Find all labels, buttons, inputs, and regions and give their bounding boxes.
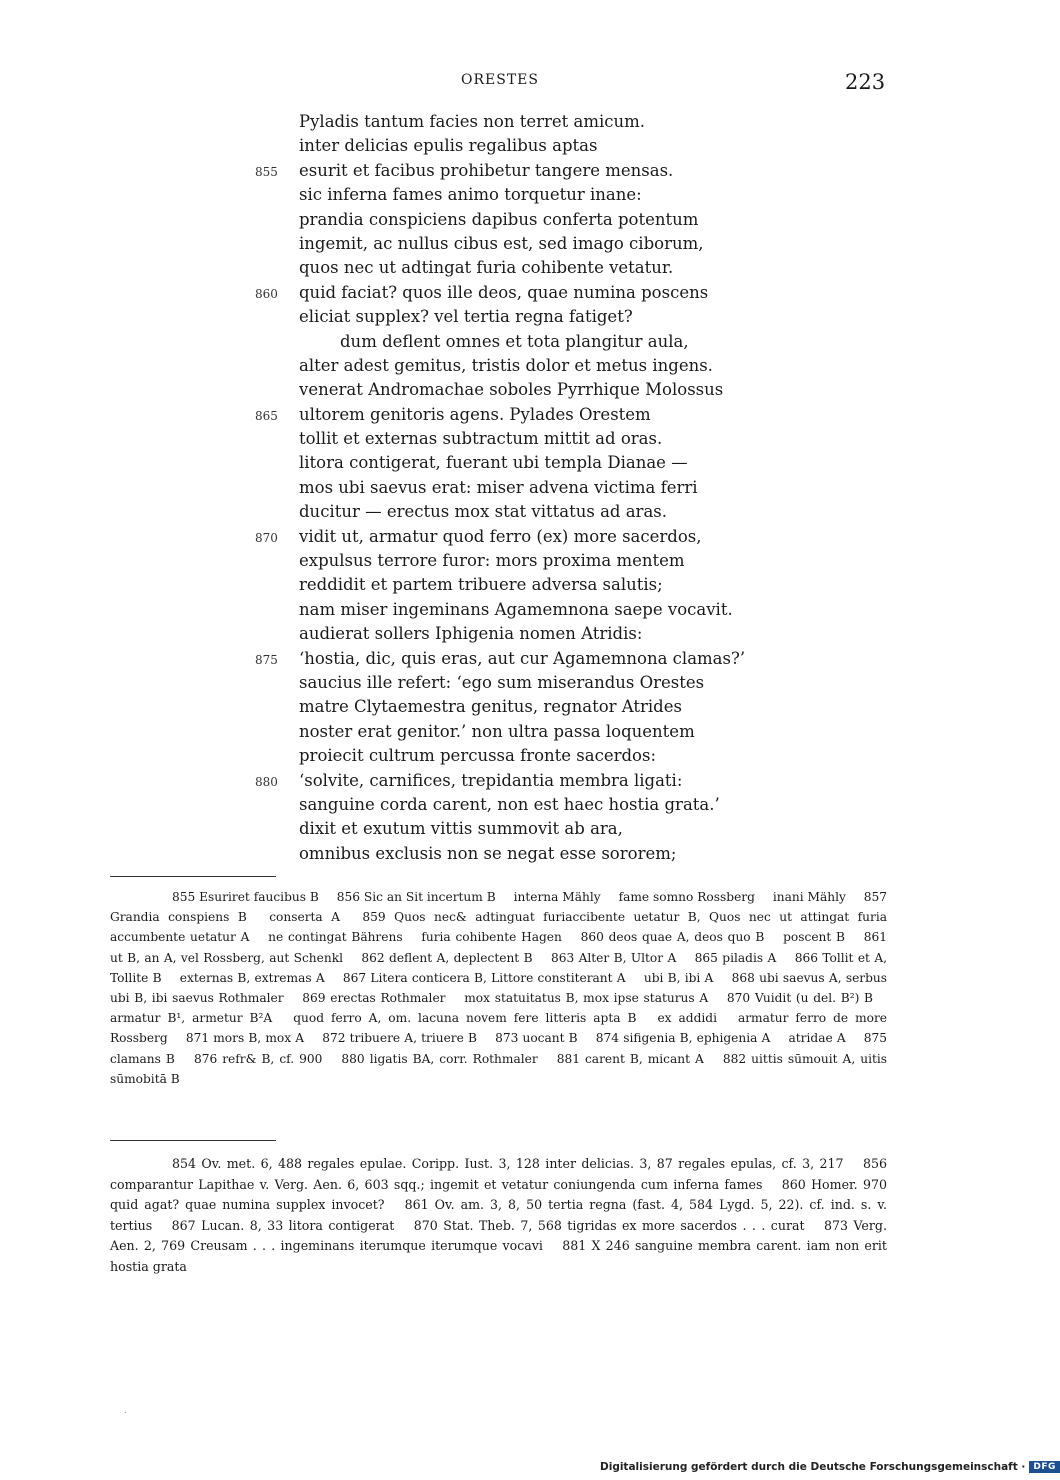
apparatus-entry: armatur ferro de more Rossberg <box>110 1011 888 1046</box>
apparatus-entry: fame somno Rossberg <box>618 890 755 904</box>
apparatus-entry: ubi B, ibi A <box>643 970 714 985</box>
verse-line <box>0 159 1000 183</box>
testimonia-entry: 867 Lucan. 8, 33 litora contigerat <box>171 1217 395 1233</box>
apparatus-entry: 861 ut B, an A, vel Rossberg, aut Schenkl <box>110 930 888 965</box>
page-number: 223 <box>845 70 886 94</box>
testimonia-entry: 870 Stat. Theb. 7, 568 tigridas ex more sacerdos . . . curat <box>413 1217 805 1233</box>
verse-text: reddidit et partem tribuere adversa salutis; <box>299 575 663 595</box>
verse-text: quos nec ut adtingat furia cohibente vetatur. <box>299 258 674 278</box>
verse-text: eliciat supplex? vel tertia regna fatiget? <box>299 307 633 327</box>
verse-text: sic inferna fames animo torquetur inane: <box>299 185 642 205</box>
verse-line <box>0 842 1000 866</box>
verse-text: vidit ut, armatur quod ferro (ex) more sacerdos, <box>299 526 702 546</box>
apparatus-entry: 872 tribuere A, triuere B <box>322 1031 477 1046</box>
verse-line <box>0 793 1000 817</box>
verse-text: venerat Andromachae soboles Pyrrhique Molossus <box>299 380 724 400</box>
verse-line <box>0 427 1000 451</box>
verse-text: alter adest gemitus, tristis dolor et metus ingens. <box>299 355 713 375</box>
apparatus-entry: 857 Grandia conspiens B <box>110 890 888 925</box>
verse-text: omnibus exclusis non se negat esse sororem; <box>299 843 677 863</box>
verse-line <box>0 378 1000 402</box>
apparatus-entry: inani Mähly <box>772 890 846 904</box>
dfg-logo: DFG <box>1029 1461 1060 1473</box>
apparatus-entry: 882 uittis sūmouit A, uitis sūmobitā B <box>110 1051 888 1086</box>
apparatus-entry: furia cohibente Hagen <box>421 930 562 945</box>
verse-line-number: 865 <box>255 408 278 423</box>
verse-text: expulsus terrore furor: mors proxima mentem <box>299 551 685 571</box>
verse-line <box>0 769 1000 793</box>
verse-line-number: 870 <box>255 530 278 545</box>
apparatus-entry: 860 deos quae A, deos quo B <box>580 930 765 945</box>
testimonia-apparatus <box>110 1154 887 1278</box>
apparatus-entry: armatur B¹, armetur B²A <box>110 1011 273 1026</box>
apparatus-entry: 868 ubi saevus A, serbus ubi B, ibi saevus Rothmaler <box>110 970 888 1006</box>
testimonia-entry: 873 Verg. Aen. 2, 769 Creusam . . . ingeminans iterumque iterumque vocavi <box>110 1217 887 1254</box>
footer-credit <box>600 1460 1060 1474</box>
verse-line <box>0 256 1000 280</box>
verse-line-number: 880 <box>255 774 278 789</box>
verse-line <box>0 671 1000 695</box>
apparatus-entry: 863 Alter B, Ultor A <box>550 950 677 965</box>
scan-speck <box>125 1412 126 1413</box>
verse-line <box>0 720 1000 744</box>
apparatus-entry: 855 Esuriret faucibus B <box>172 890 319 904</box>
apparatus-entry: externas B, extremas A <box>179 970 325 985</box>
verse-line <box>0 232 1000 256</box>
verse-line <box>0 451 1000 475</box>
apparatus-entry: 881 carent B, micant A <box>556 1051 704 1066</box>
verse-line <box>0 305 1000 329</box>
verse-text: mos ubi saevus erat: miser advena victima ferri <box>299 477 698 497</box>
verse-line <box>0 573 1000 597</box>
verse-line <box>0 208 1000 232</box>
verse-line <box>0 110 1000 134</box>
apparatus-entry: ne contingat Bährens <box>268 930 403 945</box>
testimonia-entry: 856 comparantur Lapithae v. Verg. Aen. 6, 603 sqq.; ingemit et vetatur coniungenda cum inferna fames <box>110 1156 887 1192</box>
apparatus-entry: 875 clamans B <box>110 1031 888 1066</box>
testimonia-entry: 861 Ov. am. 3, 8, 50 tertia regna (fast. 4, 584 Lygd. 5, 22). cf. ind. s. v. tertius <box>110 1197 887 1233</box>
verse-block <box>0 110 1000 866</box>
verse-text: ‘hostia, dic, quis eras, aut cur Agamemnona clamas?’ <box>299 648 746 668</box>
verse-line <box>0 525 1000 549</box>
testimonia-entry: 881 X 246 sanguine membra carent. iam non erit hostia grata <box>110 1238 887 1274</box>
apparatus-entry: conserta A <box>269 910 340 925</box>
verse-text: proiecit cultrum percussa fronte sacerdos: <box>299 746 657 766</box>
verse-text: dixit et exutum vittis summovit ab ara, <box>299 819 623 839</box>
apparatus-rule-top <box>110 876 276 877</box>
apparatus-entry: atridae A <box>788 1031 846 1046</box>
verse-line <box>0 330 1000 354</box>
verse-text: audierat sollers Iphigenia nomen Atridis: <box>299 624 643 644</box>
apparatus-entry: 874 sifigenia B, ephigenia A <box>595 1031 771 1046</box>
verse-text: Pyladis tantum facies non terret amicum. <box>299 112 646 131</box>
verse-text: inter delicias epulis regalibus aptas <box>299 136 598 156</box>
apparatus-rule-bottom <box>110 1140 276 1141</box>
apparatus-entry: 873 uocant B <box>495 1031 578 1046</box>
apparatus-entry: 870 Vuidit (u del. B²) B <box>726 991 874 1006</box>
apparatus-entry: 859 Quos nec& adtinguat furiaccibente uetatur B, Quos nec ut attingat furia accumbente uetatur A <box>110 910 888 945</box>
verse-line <box>0 817 1000 841</box>
verse-text: ultorem genitoris agens. Pylades Orestem <box>299 404 651 424</box>
apparatus-entry: poscent B <box>783 930 846 945</box>
apparatus-entry: 862 deflent A, deplectent B <box>361 950 533 965</box>
running-header-title: ORESTES <box>461 72 539 88</box>
apparatus-entry: 876 refr& B, cf. 900 <box>193 1051 323 1066</box>
apparatus-entry: 880 ligatis BA, corr. Rothmaler <box>341 1051 538 1066</box>
apparatus-entry: mox statuitatus B, mox ipse staturus A <box>464 991 709 1006</box>
testimonia-entry: 854 Ov. met. 6, 488 regales epulae. Coripp. Iust. 3, 128 inter delicias. 3, 87 regales epulas, cf. 3, 217 <box>172 1156 844 1171</box>
verse-text: matre Clytaemestra genitus, regnator Atrides <box>299 697 682 717</box>
verse-line-number: 855 <box>255 164 278 179</box>
apparatus-entry: 869 erectas Rothmaler <box>302 991 446 1006</box>
verse-line <box>0 549 1000 573</box>
verse-line <box>0 744 1000 768</box>
verse-text: litora contigerat, fuerant ubi templa Dianae — <box>299 453 688 473</box>
verse-text: sanguine corda carent, non est haec hostia grata.’ <box>299 794 720 814</box>
verse-line <box>0 354 1000 378</box>
verse-line <box>0 134 1000 158</box>
verse-text: ducitur — erectus mox stat vittatus ad aras. <box>299 502 667 522</box>
apparatus-entry: 866 Tollit et A, Tollite B <box>110 950 888 985</box>
verse-line <box>0 403 1000 427</box>
verse-line <box>0 476 1000 500</box>
verse-text: saucius ille refert: ‘ego sum miserandus Orestes <box>299 672 705 692</box>
footer-credit-text: Digitalisierung gefördert durch die Deutsche Forschungsgemeinschaft · <box>600 1461 1026 1473</box>
verse-line <box>0 695 1000 719</box>
verse-text: ingemit, ac nullus cibus est, sed imago ciborum, <box>299 233 704 253</box>
verse-line <box>0 647 1000 671</box>
verse-text: quid faciat? quos ille deos, quae numina poscens <box>299 282 709 302</box>
verse-text: tollit et externas subtractum mittit ad oras. <box>299 429 663 449</box>
verse-line <box>0 622 1000 646</box>
verse-text: esurit et facibus prohibetur tangere mensas. <box>299 160 674 180</box>
apparatus-entry: ex addidi <box>657 1011 717 1026</box>
verse-line-number: 860 <box>255 286 278 301</box>
verse-text: noster erat genitor.’ non ultra passa loquentem <box>299 721 695 741</box>
verse-line-number: 875 <box>255 652 278 667</box>
apparatus-entry: 867 Litera conticera B, Littore constiterant A <box>342 970 626 985</box>
verse-line <box>0 598 1000 622</box>
verse-line <box>0 183 1000 207</box>
verse-text: ‘solvite, carnifices, trepidantia membra ligati: <box>299 770 683 790</box>
testimonia-entry: 860 Homer. 970 quid agat? quae numina supplex invocet? <box>110 1176 887 1213</box>
apparatus-entry: 871 mors B, mox A <box>185 1031 305 1046</box>
verse-line <box>0 281 1000 305</box>
verse-text: nam miser ingeminans Agamemnona saepe vocavit. <box>299 599 733 619</box>
verse-line <box>0 500 1000 524</box>
apparatus-entry: 856 Sic an Sit incertum B <box>336 890 496 904</box>
critical-apparatus <box>110 887 887 1089</box>
verse-text: prandia conspiciens dapibus conferta potentum <box>299 209 699 229</box>
apparatus-entry: interna Mähly <box>513 890 601 904</box>
apparatus-entry: quod ferro A, om. lacuna novem fere litteris apta B <box>293 1011 637 1026</box>
apparatus-entry: 865 piladis A <box>694 950 777 965</box>
verse-text: dum deflent omnes et tota plangitur aula, <box>340 331 689 351</box>
